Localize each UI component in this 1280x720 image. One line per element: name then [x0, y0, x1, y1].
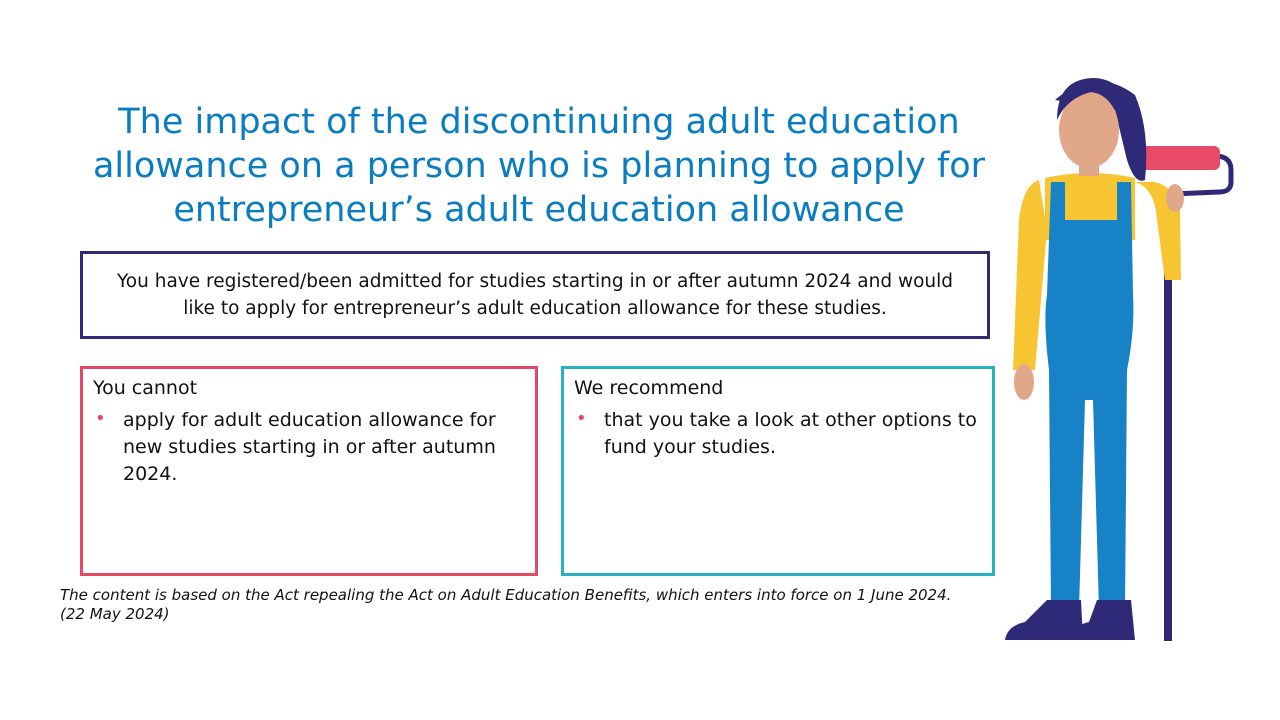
we-recommend-heading: We recommend — [574, 377, 724, 399]
list-item-text: apply for adult education allowance for new studies starting in or after autumn 2024. — [123, 409, 496, 485]
you-cannot-box — [80, 366, 538, 576]
bullet-icon: • — [576, 408, 587, 429]
intro-text: You have registered/been admitted for studies starting in or after autumn 2024 and would like to apply for entrepreneur’s adult education allowance for these studies. — [116, 271, 954, 319]
we-recommend-list — [574, 407, 982, 461]
list-item — [574, 407, 982, 461]
slide-title: The impact of the discontinuing adult education allowance on a person who is planning to apply for entrepreneur’s adult education allowance — [92, 102, 986, 230]
footnote-date: (22 May 2024) — [60, 605, 170, 623]
woman-painter-with-paint-roller-icon — [995, 70, 1265, 650]
you-cannot-heading: You cannot — [93, 377, 198, 399]
list-item-text: that you take a look at other options to fund your studies. — [604, 409, 977, 458]
bullet-icon: • — [95, 408, 106, 429]
footnote — [60, 586, 1040, 624]
you-cannot-list — [93, 407, 525, 488]
we-recommend-box — [561, 366, 995, 576]
footnote-line: The content is based on the Act repealing the Act on Adult Education Benefits, which enters into force on 1 June 2024. — [60, 586, 952, 604]
intro-box — [80, 251, 990, 339]
list-item — [93, 407, 525, 488]
